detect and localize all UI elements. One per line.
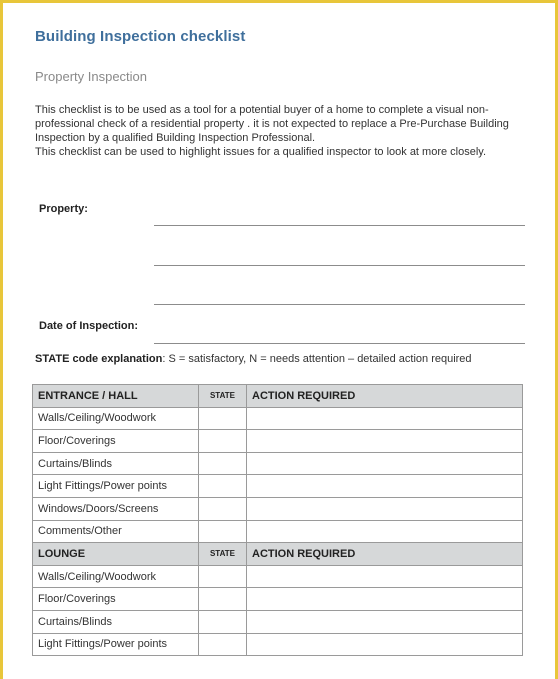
state-cell[interactable]	[199, 588, 247, 611]
action-required-cell[interactable]	[247, 565, 523, 588]
checklist-item-label: Floor/Coverings	[33, 430, 199, 453]
state-cell[interactable]	[199, 633, 247, 656]
action-required-cell[interactable]	[247, 633, 523, 656]
state-column-header: STATE	[199, 385, 247, 408]
action-required-cell[interactable]	[247, 610, 523, 633]
checklist-row	[33, 430, 523, 453]
state-cell[interactable]	[199, 497, 247, 520]
property-line-3[interactable]	[154, 304, 525, 305]
section-header-row	[33, 385, 523, 408]
legend-text: : S = satisfactory, N = needs attention – detailed action required	[162, 353, 472, 365]
intro-paragraph-2: This checklist can be used to highlight issues for a qualified inspector to look at more closely.	[35, 146, 487, 158]
checklist-item-label: Curtains/Blinds	[33, 452, 199, 475]
date-of-inspection-line[interactable]	[154, 343, 525, 344]
state-cell[interactable]	[199, 407, 247, 430]
section-header-row	[33, 543, 523, 566]
checklist-row	[33, 452, 523, 475]
state-cell[interactable]	[199, 430, 247, 453]
state-cell[interactable]	[199, 610, 247, 633]
checklist-item-label: Light Fittings/Power points	[33, 633, 199, 656]
action-required-header: ACTION REQUIRED	[247, 385, 523, 408]
state-cell[interactable]	[199, 520, 247, 543]
checklist-page	[3, 3, 555, 679]
checklist-item-label: Floor/Coverings	[33, 588, 199, 611]
checklist-item-label: Comments/Other	[33, 520, 199, 543]
state-cell[interactable]	[199, 565, 247, 588]
action-required-cell[interactable]	[247, 475, 523, 498]
document-title: Building Inspection checklist	[35, 28, 246, 45]
intro-paragraph-1: This checklist is to be used as a tool for a potential buyer of a home to complete a visual non-professional check of a residential property . it is not expected to replace a Pre-Purchase Building Inspection by a qualified Building Inspection Professional.	[35, 104, 509, 144]
state-cell[interactable]	[199, 452, 247, 475]
checklist-row	[33, 407, 523, 430]
action-required-cell[interactable]	[247, 452, 523, 475]
property-line-2[interactable]	[154, 265, 525, 266]
checklist-row	[33, 610, 523, 633]
action-required-cell[interactable]	[247, 407, 523, 430]
property-line-1[interactable]	[154, 225, 525, 226]
legend-label: STATE code explanation	[35, 353, 163, 365]
section-name: ENTRANCE / HALL	[33, 385, 199, 408]
section-name: LOUNGE	[33, 543, 199, 566]
checklist-row	[33, 633, 523, 656]
action-required-cell[interactable]	[247, 520, 523, 543]
checklist-row	[33, 588, 523, 611]
state-cell[interactable]	[199, 475, 247, 498]
document-subtitle: Property Inspection	[35, 69, 148, 84]
checklist-item-label: Walls/Ceiling/Woodwork	[33, 565, 199, 588]
action-required-cell[interactable]	[247, 588, 523, 611]
action-required-header: ACTION REQUIRED	[247, 543, 523, 566]
checklist-item-label: Walls/Ceiling/Woodwork	[33, 407, 199, 430]
property-label: Property:	[39, 203, 88, 215]
checklist-row	[33, 565, 523, 588]
state-column-header: STATE	[199, 543, 247, 566]
checklist-row	[33, 475, 523, 498]
action-required-cell[interactable]	[247, 430, 523, 453]
checklist-item-label: Curtains/Blinds	[33, 610, 199, 633]
checklist-item-label: Light Fittings/Power points	[33, 475, 199, 498]
intro-text	[35, 103, 535, 159]
action-required-cell[interactable]	[247, 497, 523, 520]
checklist-item-label: Windows/Doors/Screens	[33, 497, 199, 520]
date-of-inspection-label: Date of Inspection:	[39, 320, 139, 332]
checklist-row	[33, 497, 523, 520]
checklist-table	[32, 384, 523, 656]
state-code-legend	[35, 353, 472, 365]
checklist-row	[33, 520, 523, 543]
